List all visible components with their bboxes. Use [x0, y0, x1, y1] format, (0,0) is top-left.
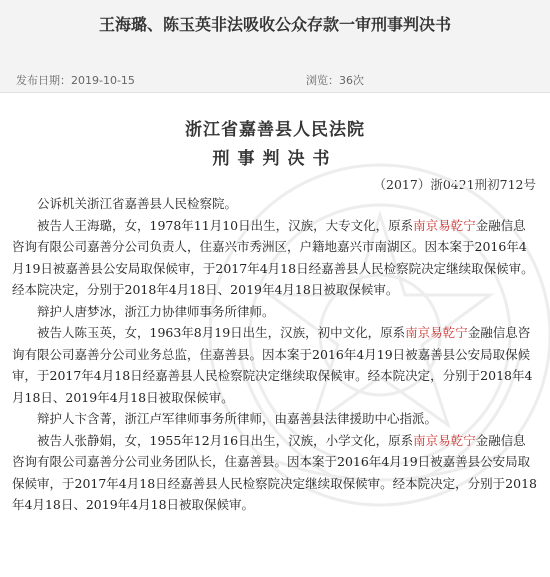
view-count-label: 浏览：: [306, 74, 339, 87]
view-count-value: 36次: [339, 74, 364, 87]
judgment-body: [0, 193, 550, 516]
publish-date-value: 2019-10-15: [71, 74, 135, 87]
paragraph-defender-tang: 辩护人唐梦冰，浙江力协律师事务所律师。: [37, 303, 275, 319]
publish-date-label: 发布日期：: [16, 74, 71, 87]
view-count: [306, 72, 364, 88]
article-header: [0, 0, 550, 93]
paragraph-prosecutor: 公诉机关浙江省嘉善县人民检察院。: [37, 196, 238, 211]
paragraph-defender-bian: 辩护人卞含菁，浙江卢军律师事务所律师，由嘉善县法律援助中心指派。: [37, 411, 438, 426]
court-name: 浙江省嘉善县人民法院: [185, 120, 365, 140]
paragraph-defendant-zhang: 被告人张静娟，女，1955年12月16日出生，汉族，小学文化，原系南京易乾宁金融信息咨询有限公司嘉善分公司业务团队长，住嘉善县。因本案于2016年4月19日被嘉善县公安局取保候审，于2017年4月18日经嘉善县人民检察院决定继续取保候审。经本院决定，分别于2018年4月18日、2019年4月18日被取保候审。: [12, 432, 537, 512]
document-type: 刑事判决书: [212, 149, 338, 169]
company-link[interactable]: 南京易乾宁: [413, 432, 476, 448]
case-number: （2017）浙0421刑初712号: [373, 177, 536, 192]
company-link[interactable]: 南京易乾宁: [413, 217, 476, 233]
publish-date: [16, 72, 135, 88]
company-link[interactable]: 南京易乾宁: [405, 325, 468, 340]
paragraph-defendant-wang: 被告人王海璐，女，1978年11月10日出生，汉族，大专文化，原系南京易乾宁金融信息咨询有限公司嘉善分公司负责人，住嘉兴市秀洲区，户籍地嘉兴市南湖区。因本案于2016年4月19日被嘉善县公安局取保候审，于2017年4月18日经嘉善县人民检察院决定继续取保候审。经本院决定，分别于2018年4月18日、2019年4月18日被取保候审。: [12, 217, 534, 297]
paragraph-defendant-chen: 被告人陈玉英，女，1963年8月19日出生，汉族，初中文化，原系南京易乾宁金融信息咨询有限公司嘉善分公司业务总监，住嘉善县。因本案于2016年4月19日被嘉善县公安局取保候审，于2017年4月18日经嘉善县人民检察院决定继续取保候审。经本院决定，分别于2018年4月18日、2019年4月18日被取保候审。: [12, 325, 533, 405]
article-title: 王海璐、陈玉英非法吸收公众存款一审刑事判决书: [98, 15, 451, 34]
